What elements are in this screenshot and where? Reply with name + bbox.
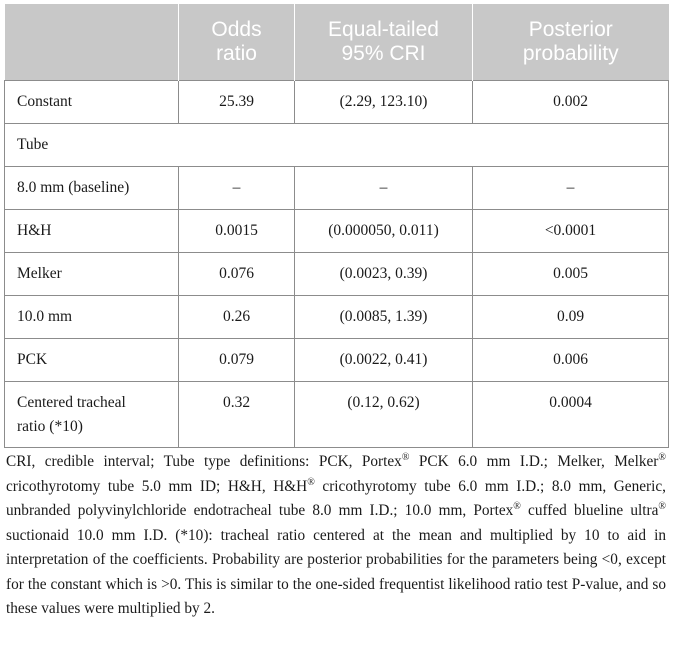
header-row bbox=[5, 4, 669, 81]
table-row bbox=[5, 339, 669, 382]
probability-value: <0.0001 bbox=[473, 210, 669, 253]
section-label: Tube bbox=[5, 124, 669, 167]
table-row bbox=[5, 210, 669, 253]
table-row bbox=[5, 167, 669, 210]
registered-mark: ® bbox=[401, 451, 410, 463]
cri-value: (0.000050, 0.011) bbox=[295, 210, 473, 253]
probability-value: 0.006 bbox=[473, 339, 669, 382]
odds-ratio-value: 0.26 bbox=[179, 296, 295, 339]
odds-ratio-value: 0.0015 bbox=[179, 210, 295, 253]
probability-value: 0.09 bbox=[473, 296, 669, 339]
header-cri: Equal-tailed 95% CRI bbox=[295, 4, 473, 81]
header-posterior-probability: Posterior probability bbox=[473, 4, 669, 81]
probability-value: 0.005 bbox=[473, 253, 669, 296]
row-label: PCK bbox=[5, 339, 179, 382]
row-label-line1: Centered tracheal bbox=[17, 394, 126, 411]
cri-value: (0.0022, 0.41) bbox=[295, 339, 473, 382]
registered-mark: ® bbox=[307, 476, 315, 488]
table-section-row bbox=[5, 124, 669, 167]
cri-value: (2.29, 123.10) bbox=[295, 81, 473, 124]
odds-ratio-value: 0.32 bbox=[179, 382, 295, 448]
odds-ratio-value: 25.39 bbox=[179, 81, 295, 124]
odds-ratio-value: 0.079 bbox=[179, 339, 295, 382]
registered-mark: ® bbox=[658, 500, 666, 512]
row-label bbox=[5, 382, 179, 448]
table-row bbox=[5, 296, 669, 339]
table-row bbox=[5, 382, 669, 448]
registered-mark: ® bbox=[513, 500, 521, 512]
cri-value: (0.12, 0.62) bbox=[295, 382, 473, 448]
row-label: 10.0 mm bbox=[5, 296, 179, 339]
probability-value: – bbox=[473, 167, 669, 210]
odds-ratio-value: – bbox=[179, 167, 295, 210]
row-label: H&H bbox=[5, 210, 179, 253]
row-label: Constant bbox=[5, 81, 179, 124]
table-row bbox=[5, 253, 669, 296]
row-label: Melker bbox=[5, 253, 179, 296]
cri-value: (0.0023, 0.39) bbox=[295, 253, 473, 296]
odds-ratio-value: 0.076 bbox=[179, 253, 295, 296]
results-table bbox=[4, 4, 669, 448]
header-blank bbox=[5, 4, 179, 81]
cri-value: – bbox=[295, 167, 473, 210]
row-label-line2: ratio (*10) bbox=[17, 418, 83, 435]
registered-mark: ® bbox=[658, 451, 666, 463]
table-footnote: CRI, credible interval; Tube type definitions: PCK, Portex® PCK 6.0 mm I.D.; Melker, Melker® cricothyrotomy tube 5.0 mm ID; H&H, H&H® cricothyrotomy tube 6.0 mm I.D.; 8.0 mm, Generic, unbranded polyvinylchloride endotracheal tube 8.0 mm I.D.; 10.0 mm, Portex® cuffed blueline ultra® suctionaid 10.0 mm I.D. (*10): tracheal ratio centered at the mean and multiplied by 10 to aid in interpretation of the coefficients. Probability are posterior probabilities for the parameters being <0, except for the constant which is >0. This is similar to the one-sided frequentist likelihood ratio test P-value, and so these values were multiplied by 2. bbox=[6, 451, 666, 617]
row-label: 8.0 mm (baseline) bbox=[5, 167, 179, 210]
cri-value: (0.0085, 1.39) bbox=[295, 296, 473, 339]
table-row bbox=[5, 81, 669, 124]
probability-value: 0.0004 bbox=[473, 382, 669, 448]
header-odds-ratio: Odds ratio bbox=[179, 4, 295, 81]
probability-value: 0.002 bbox=[473, 81, 669, 124]
